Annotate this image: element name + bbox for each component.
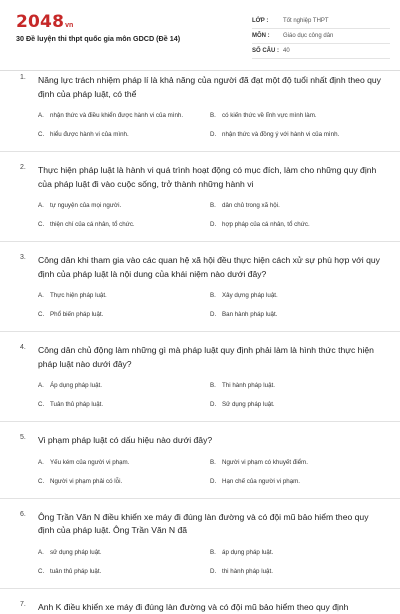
answer-option[interactable] <box>210 477 382 486</box>
option-letter: C. <box>38 477 50 486</box>
option-text: hiểu được hành vi của mình. <box>50 130 129 139</box>
question-number: 1. <box>20 74 26 81</box>
question-item <box>0 254 400 319</box>
logo-suffix: vn <box>65 22 73 29</box>
option-letter: C. <box>38 567 50 576</box>
option-letter: D. <box>210 567 222 576</box>
option-text: áp dụng pháp luật. <box>222 548 273 557</box>
option-text: Yếu kém của người vi phạm. <box>50 458 129 467</box>
question-item <box>0 434 400 486</box>
question-text: Thực hiện pháp luật là hành vi quá trình hoạt động có mục đích, làm cho những quy định của pháp luật đi vào cuộc sống, trở thành những hành vi <box>38 164 384 191</box>
meta-label: LỚP : <box>252 18 283 24</box>
question-item <box>0 511 400 576</box>
document-title: 30 Đề luyện thi thpt quốc gia môn GDCD (Đề 14) <box>16 34 180 43</box>
question-number: 4. <box>20 344 26 351</box>
option-letter: B. <box>210 291 222 300</box>
meta-row-class <box>252 14 390 29</box>
option-text: nhận thức và điều khiển được hành vi của mình. <box>50 111 183 120</box>
question-number: 7. <box>20 601 26 608</box>
option-text: Sử dụng pháp luật. <box>222 400 275 409</box>
option-text: Thực hiện pháp luật. <box>50 291 107 300</box>
question-text: Vi phạm pháp luật có dấu hiệu nào dưới đây? <box>38 434 384 448</box>
answer-option[interactable] <box>210 310 382 319</box>
answer-option[interactable] <box>38 201 210 210</box>
option-letter: B. <box>210 548 222 557</box>
option-letter: C. <box>38 130 50 139</box>
answer-options <box>38 201 384 229</box>
question-text: Năng lực trách nhiệm pháp lí là khả năng của người đã đạt một độ tuổi nhất định theo quy định của pháp luật, có thể <box>38 74 384 101</box>
question-separator <box>0 421 400 422</box>
option-letter: B. <box>210 111 222 120</box>
logo-text: 2048 <box>16 12 64 32</box>
answer-options <box>38 291 384 319</box>
answer-option[interactable] <box>210 291 382 300</box>
header-divider <box>0 70 400 71</box>
option-letter: A. <box>38 291 50 300</box>
option-text: Hạn chế của người vi phạm. <box>222 477 300 486</box>
meta-row-question-count <box>252 44 390 59</box>
answer-option[interactable] <box>38 458 210 467</box>
answer-option[interactable] <box>210 381 382 390</box>
answer-options <box>38 381 384 409</box>
answer-option[interactable] <box>210 567 382 576</box>
option-text: nhận thức và đồng ý với hành vi của mình. <box>222 130 339 139</box>
meta-value: 40 <box>283 48 290 54</box>
question-number: 3. <box>20 254 26 261</box>
meta-row-subject <box>252 29 390 44</box>
answer-options <box>38 111 384 139</box>
answer-option[interactable] <box>38 291 210 300</box>
answer-option[interactable] <box>210 548 382 557</box>
answer-options <box>38 458 384 486</box>
option-letter: D. <box>210 477 222 486</box>
answer-option[interactable] <box>210 400 382 409</box>
option-letter: C. <box>38 220 50 229</box>
exam-meta-table <box>252 14 390 59</box>
question-number: 5. <box>20 434 26 441</box>
option-text: có kiến thức về lĩnh vực mình làm. <box>222 111 317 120</box>
answer-option[interactable] <box>210 458 382 467</box>
answer-options <box>38 548 384 576</box>
option-letter: B. <box>210 381 222 390</box>
option-letter: C. <box>38 400 50 409</box>
option-text: Xây dựng pháp luật. <box>222 291 278 300</box>
option-letter: D. <box>210 310 222 319</box>
question-separator <box>0 588 400 589</box>
question-separator <box>0 241 400 242</box>
answer-option[interactable] <box>210 111 382 120</box>
option-text: tự nguyện của mọi người. <box>50 201 121 210</box>
option-text: Ban hành pháp luật. <box>222 310 277 319</box>
option-letter: A. <box>38 548 50 557</box>
option-text: thiện chí của cá nhân, tổ chức. <box>50 220 135 229</box>
meta-label: MÔN : <box>252 33 283 39</box>
option-text: tuân thủ pháp luật. <box>50 567 101 576</box>
option-letter: D. <box>210 220 222 229</box>
option-letter: A. <box>38 201 50 210</box>
option-letter: A. <box>38 111 50 120</box>
question-list <box>0 74 400 614</box>
answer-option[interactable] <box>38 477 210 486</box>
option-letter: C. <box>38 310 50 319</box>
question-number: 2. <box>20 164 26 171</box>
option-text: Tuân thủ pháp luật. <box>50 400 103 409</box>
question-text: Công dân chủ động làm những gì mà pháp luật quy định phải làm là hình thức thực hiện pháp luật nào dưới đây? <box>38 344 384 371</box>
answer-option[interactable] <box>38 381 210 390</box>
option-text: Áp dụng pháp luật. <box>50 381 102 390</box>
question-item <box>0 74 400 139</box>
question-separator <box>0 331 400 332</box>
answer-option[interactable] <box>210 220 382 229</box>
option-letter: B. <box>210 201 222 210</box>
answer-option[interactable] <box>38 130 210 139</box>
answer-option[interactable] <box>38 548 210 557</box>
answer-option[interactable] <box>210 130 382 139</box>
option-text: Người vi phạm phải có lỗi. <box>50 477 122 486</box>
question-item <box>0 344 400 409</box>
question-separator <box>0 151 400 152</box>
option-letter: A. <box>38 458 50 467</box>
question-text: Anh K điều khiển xe máy đi đúng làn đường và có đội mũ bảo hiểm theo quy định <box>38 601 384 614</box>
answer-option[interactable] <box>38 567 210 576</box>
meta-value: Giáo dục công dân <box>283 33 333 39</box>
meta-label: SỐ CÂU : <box>252 48 283 54</box>
option-letter: B. <box>210 458 222 467</box>
question-item <box>0 164 400 229</box>
option-text: Phổ biến pháp luật. <box>50 310 103 319</box>
option-text: sử dụng pháp luật. <box>50 548 102 557</box>
option-text: Người vi phạm có khuyết điểm. <box>222 458 308 467</box>
option-letter: D. <box>210 400 222 409</box>
option-text: dân chủ trong xã hội. <box>222 201 280 210</box>
answer-option[interactable] <box>38 310 210 319</box>
option-text: hợp pháp của cá nhân, tổ chức. <box>222 220 310 229</box>
option-text: Thi hành pháp luật. <box>222 381 275 390</box>
answer-option[interactable] <box>38 111 210 120</box>
question-text: Công dân khi tham gia vào các quan hệ xã hội đều thực hiện cách xử sự phù hợp với quy định của pháp luật là nội dung của khái niệm nào dưới đây? <box>38 254 384 281</box>
answer-option[interactable] <box>210 201 382 210</box>
question-text: Ông Trần Văn N điều khiển xe máy đi đúng làn đường và có đội mũ bảo hiểm theo quy định của pháp luật. Ông Trần Văn N đã <box>38 511 384 538</box>
question-number: 6. <box>20 511 26 518</box>
question-item <box>0 601 400 614</box>
option-text: thi hành pháp luật. <box>222 567 273 576</box>
option-letter: D. <box>210 130 222 139</box>
question-separator <box>0 498 400 499</box>
meta-value: Tốt nghiệp THPT <box>283 18 329 24</box>
document-header <box>0 0 400 62</box>
answer-option[interactable] <box>38 220 210 229</box>
option-letter: A. <box>38 381 50 390</box>
answer-option[interactable] <box>38 400 210 409</box>
